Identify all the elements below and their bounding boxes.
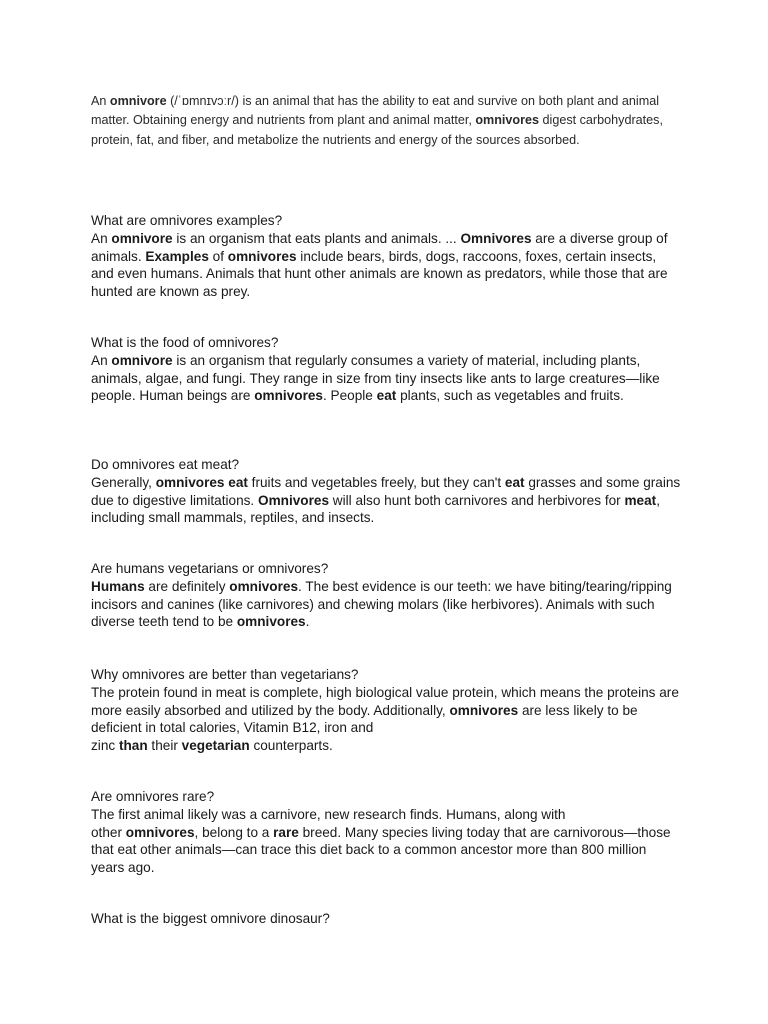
emphasized-term: Omnivores xyxy=(460,230,532,246)
emphasized-term: omnivores xyxy=(227,248,297,264)
emphasized-term: Humans xyxy=(91,578,145,594)
text-run: grasses and some grains due to digestive limitations. xyxy=(91,474,681,508)
emphasized-term: omnivores xyxy=(254,388,323,404)
emphasized-term: omnivores xyxy=(236,614,306,630)
text-run: An xyxy=(91,94,110,108)
question-heading: Are humans vegetarians or omnivores? xyxy=(91,561,329,576)
answer-paragraph xyxy=(91,579,672,630)
emphasized-term: omnivores xyxy=(125,824,195,840)
question-heading: Do omnivores eat meat? xyxy=(91,457,240,472)
qa-section xyxy=(91,788,681,877)
text-run: of xyxy=(208,248,228,264)
text-run: zinc xyxy=(91,738,119,754)
text-run: fruits and vegetables freely, but they can't xyxy=(247,474,505,490)
qa-section xyxy=(91,212,681,301)
text-run: include bears, birds, dogs, raccoons, foxes, certain insects, and even humans. Animals that hunt other animals are known as predators, while those that are hunted are known as prey. xyxy=(91,248,668,300)
text-run: The protein found in meat is complete, high biological value protein, which means the proteins are more easily absorbed and utilized by the body. Additionally, xyxy=(91,684,679,718)
text-run: is an organism that eats plants and animals. ... xyxy=(172,230,461,246)
intro-paragraph xyxy=(91,92,681,150)
qa-section xyxy=(91,910,681,928)
text-run: other xyxy=(91,824,126,840)
emphasized-term: eat xyxy=(376,388,397,404)
emphasized-term: Examples xyxy=(145,248,209,264)
emphasized-term: than xyxy=(118,738,148,754)
text-run: are less likely to be deficient in total calories, Vitamin B12, iron and xyxy=(91,702,638,736)
text-run: . People xyxy=(322,388,377,404)
emphasized-term: omnivores xyxy=(475,113,540,128)
text-run: is an organism that regularly consumes a variety of material, including plants, animals, algae, and fungi. They range in size from tiny insects like ants to large creatures—like people. Human beings are xyxy=(91,352,660,404)
emphasized-term: omnivore xyxy=(111,230,173,246)
text-run: An xyxy=(91,352,112,368)
text-run: (/ˈɒmnɪvɔːr/) is an animal that has the ability to eat and survive on both plant and animal matter. Obtaining energy and nutrients from plant and animal matter, xyxy=(91,94,659,128)
answer-paragraph xyxy=(91,353,660,404)
answer-paragraph xyxy=(91,685,679,753)
text-run: their xyxy=(147,738,182,754)
answer-paragraph xyxy=(91,231,668,299)
text-run: digest carbohydrates, protein, fat, and fiber, and metabolize the nutrients and energy of the sources absorbed. xyxy=(91,113,663,147)
question-heading: Are omnivores rare? xyxy=(91,789,215,804)
text-run: counterparts. xyxy=(249,738,333,754)
qa-section xyxy=(91,666,681,755)
qa-section xyxy=(91,560,681,631)
emphasized-term: omnivore xyxy=(109,94,167,108)
text-run: The first animal likely was a carnivore, new research finds. Humans, along with xyxy=(91,806,566,822)
answer-paragraph xyxy=(91,475,680,526)
emphasized-term: eat xyxy=(504,474,525,490)
text-run: . The best evidence is our teeth: we have biting/tearing/ripping incisors and canines (like carnivores) and chewing molars (like herbivores). Animals with such diverse teeth tend to be xyxy=(91,578,672,630)
text-run: , including small mammals, reptiles, and insects. xyxy=(91,492,660,526)
text-run: , belong to a xyxy=(194,824,274,840)
emphasized-term: omnivores xyxy=(449,702,519,718)
text-run: . xyxy=(305,614,310,630)
emphasized-term: Omnivores xyxy=(258,492,330,508)
question-heading: What are omnivores examples? xyxy=(91,213,283,228)
text-run: plants, such as vegetables and fruits. xyxy=(396,388,624,404)
emphasized-term: meat xyxy=(624,492,657,508)
emphasized-term: omnivores eat xyxy=(155,474,248,490)
emphasized-term: omnivore xyxy=(111,352,173,368)
question-heading: What is the food of omnivores? xyxy=(91,335,279,350)
question-heading: Why omnivores are better than vegetarians? xyxy=(91,667,359,682)
qa-section xyxy=(91,456,681,527)
text-run: An xyxy=(91,230,112,246)
emphasized-term: omnivores xyxy=(229,578,299,594)
emphasized-term: vegetarian xyxy=(181,738,250,754)
text-run: are a diverse group of animals. xyxy=(91,230,668,264)
text-run: are definitely xyxy=(144,578,230,594)
emphasized-term: rare xyxy=(273,824,299,840)
text-run: breed. Many species living today that are carnivorous—those that eat other animals—can trace this diet back to a common ancestor more than 800 million years ago. xyxy=(91,824,671,876)
answer-paragraph xyxy=(91,807,671,875)
qa-section xyxy=(91,334,681,405)
text-run: will also hunt both carnivores and herbivores for xyxy=(329,492,625,508)
question-heading: What is the biggest omnivore dinosaur? xyxy=(91,911,330,926)
text-run: Generally, xyxy=(91,474,156,490)
